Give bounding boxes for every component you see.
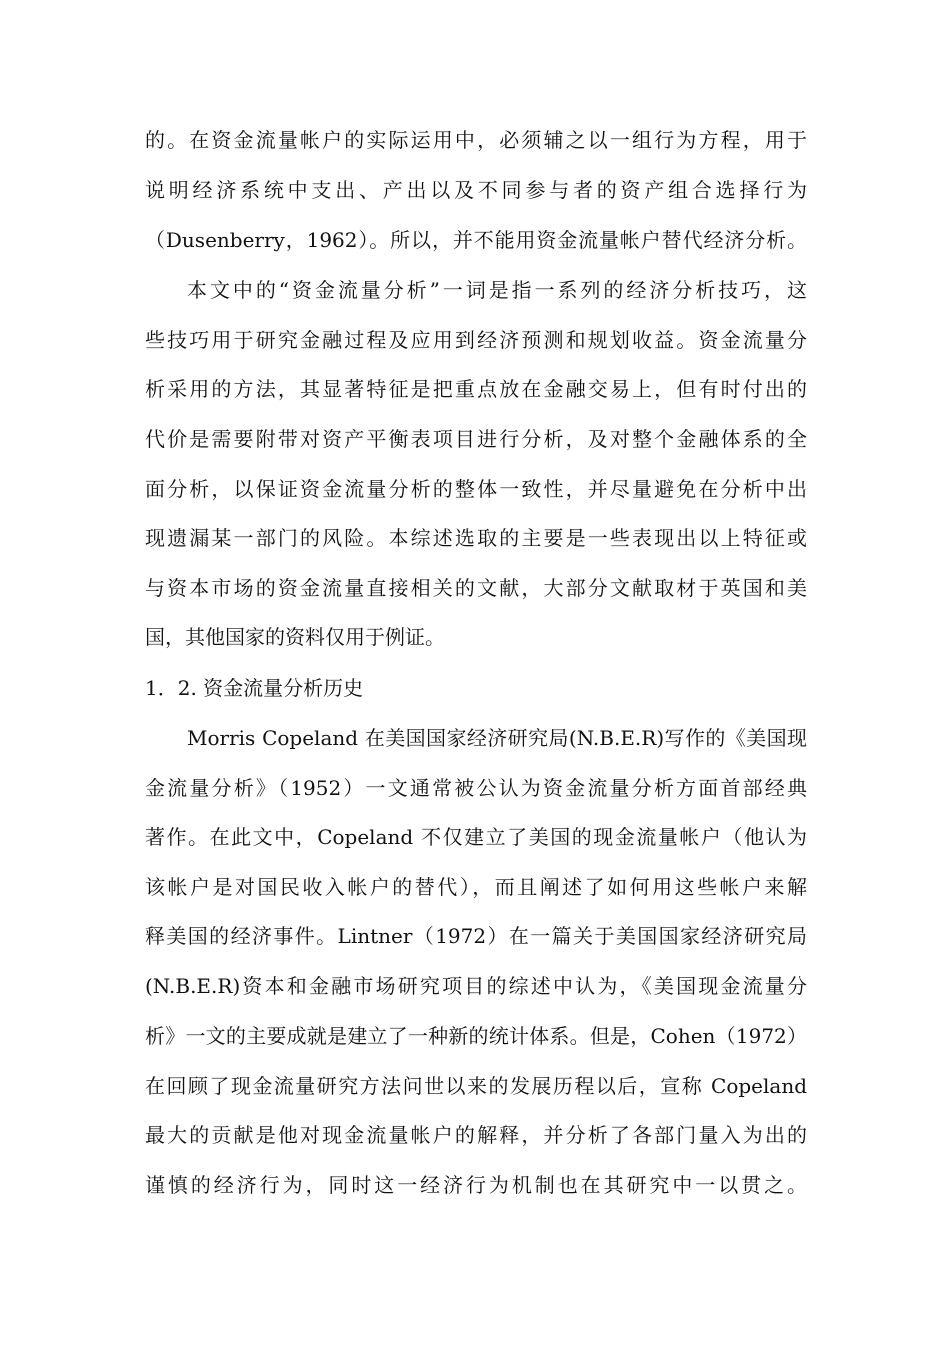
text-line: 说明经济系统中支出、产出以及不同参与者的资产组合选择行为 <box>145 178 807 202</box>
text-line: 面分析，以保证资金流量分析的整体一致性，并尽量避免在分析中出 <box>145 477 807 501</box>
text-line: 最大的贡献是他对现金流量帐户的解释，并分析了各部门量入为出的 <box>145 1123 807 1147</box>
text-line: 与资本市场的资金流量直接相关的文献，大部分文献取材于英国和美 <box>145 576 807 600</box>
text-line: 析采用的方法，其显著特征是把重点放在金融交易上，但有时付出的 <box>145 377 807 401</box>
text-line: 现遗漏某一部门的风险。本综述选取的主要是一些表现出以上特征或 <box>145 526 807 550</box>
paragraph-first-line: Morris Copeland 在美国国家经济研究局(N.B.E.R)写作的《美国现 <box>187 726 807 750</box>
text-line: 金流量分析》（1952）一文通常被公认为资金流量分析方面首部经典 <box>145 776 807 800</box>
text-line: 国，其他国家的资料仅用于例证。 <box>145 625 445 649</box>
section-heading: 1．2. 资金流量分析历史 <box>145 676 364 700</box>
text-line: (N.B.E.R)资本和金融市场研究项目的综述中认为，《美国现金流量分 <box>145 974 807 998</box>
text-line: 在回顾了现金流量研究方法问世以来的发展历程以后，宣称 Copeland <box>145 1074 807 1098</box>
text-line: 析》一文的主要成就是建立了一种新的统计体系。但是，Cohen（1972） <box>145 1024 807 1048</box>
text-line: 些技巧用于研究金融过程及应用到经济预测和规划收益。资金流量分 <box>145 328 807 352</box>
text-line: 著作。在此文中，Copeland 不仅建立了美国的现金流量帐户（他认为 <box>145 825 807 849</box>
text-line: 释美国的经济事件。Lintner（1972）在一篇关于美国国家经济研究局 <box>145 924 807 948</box>
paragraph-first-line: 本文中的“资金流量分析”一词是指一系列的经济分析技巧，这 <box>187 278 807 302</box>
text-line: （Dusenberry，1962）。所以，并不能用资金流量帐户替代经济分析。 <box>145 228 807 252</box>
text-line: 该帐户是对国民收入帐户的替代），而且阐述了如何用这些帐户来解 <box>145 875 807 899</box>
text-line: 的。在资金流量帐户的实际运用中，必须辅之以一组行为方程，用于 <box>145 128 807 152</box>
text-line: 谨慎的经济行为，同时这一经济行为机制也在其研究中一以贯之。 <box>145 1173 807 1197</box>
text-line: 代价是需要附带对资产平衡表项目进行分析，及对整个金融体系的全 <box>145 427 807 451</box>
